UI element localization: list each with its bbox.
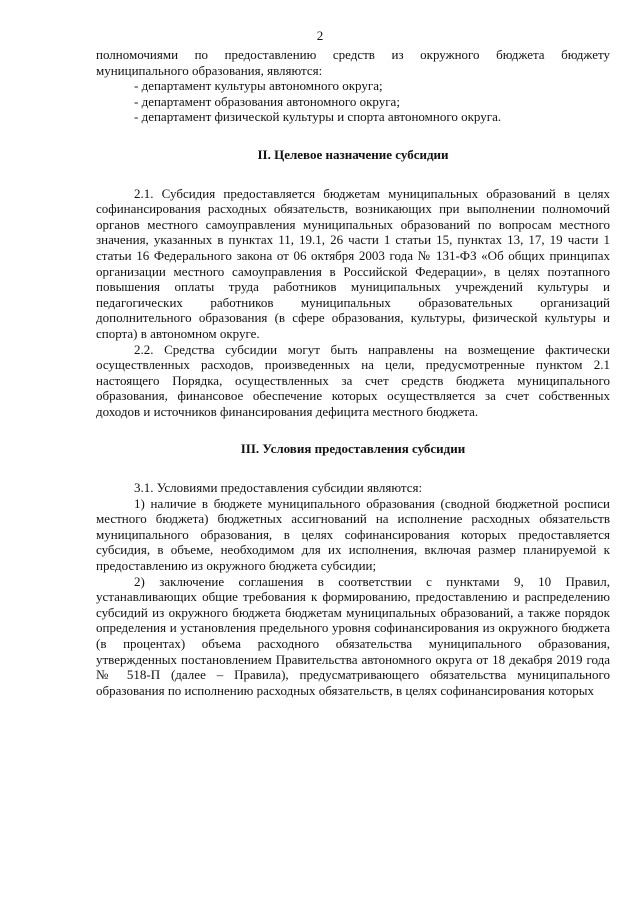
paragraph-3-1: 3.1. Условиями предоставления субсидии являются: xyxy=(134,480,423,496)
paragraph-3-1-item-2: 2) заключение соглашения в соответствии с пунктами 9, 10 Правил, устанавливающих общие требования к формированию, предоставлению и распределению субсидий из окружного бюджета бюджетам муниципальных образований, а также порядок определения и установления предельного уровня софинансирования из окружного бюджета (в процентах) объема расходного обязательства муниципального образования, утвержденных постановлением Правительства автономного округа от 18 декабря 2019 года № 518-П (далее – Правила), предусматривающего обязательства муниципального образования по исполнению расходных обязательств, в целях софинансирования которых xyxy=(96,573,610,698)
section-2-heading: II. Целевое назначение субсидии xyxy=(257,146,449,162)
section-3-heading: III. Условия предоставления субсидии xyxy=(240,441,466,457)
list-item: - департамент физической культуры и спорта автономного округа. xyxy=(134,109,502,125)
list-item: - департамент образования автономного округа; xyxy=(134,93,400,109)
page-number: 2 xyxy=(316,28,324,43)
paragraph-2-2: 2.2. Средства субсидии могут быть направлены на возмещение фактически осуществленных расходов, произведенных на цели, предусмотренные пунктом 2.1 настоящего Порядка, осуществленных за счет средств бюджета муниципального образования, финансовое обеспечение которых осуществляется за счет собственных доходов и источников финансирования дефицита местного бюджета. xyxy=(96,341,610,419)
paragraph-3-1-item-1: 1) наличие в бюджете муниципального образования (сводной бюджетной росписи местного бюджета) бюджетных ассигнований на исполнение расходных обязательств муниципального образования, в целях софинансирования которых предоставляется субсидия, в объеме, необходимом для их исполнения, включая размер планируемой к предоставлению из окружного бюджета субсидии; xyxy=(96,495,610,574)
intro-paragraph: полномочиями по предоставлению средств из окружного бюджета бюджету муниципального образования, являются: xyxy=(96,47,610,78)
document-body xyxy=(96,47,610,698)
list-item: - департамент культуры автономного округа; xyxy=(134,78,383,94)
paragraph-2-1: 2.1. Субсидия предоставляется бюджетам муниципальных образований в целях софинансирования расходных обязательств, возникающих при выполнении полномочий органов местного самоуправления муниципальных образований по вопросам местного значения, указанных в пунктах 11, 19.1, 26 части 1 статьи 15, пунктах 13, 17, 19 части 1 статьи 16 Федерального закона от 06 октября 2003 года № 131-ФЗ «Об общих принципах организации местного самоуправления в Российской Федерации», в целях поэтапного повышения оплаты труда работников муниципальных учреждений культуры и педагогических работников муниципальных образовательных организаций дополнительного образования (в сфере образования, культуры, физической культуры и спорта) в автономном округе. xyxy=(96,185,610,341)
